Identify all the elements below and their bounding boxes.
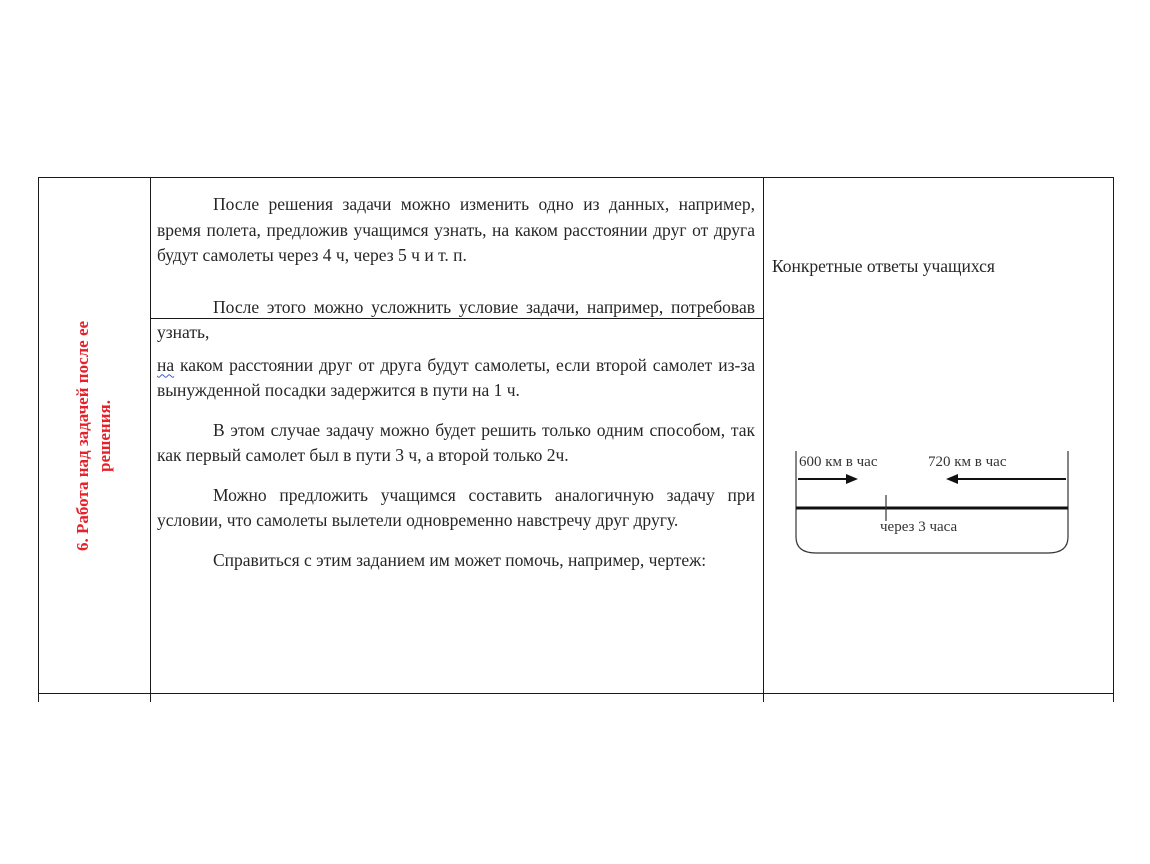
stage-label: 6. Работа над задачей после ее решения. (73, 320, 114, 551)
right-arrow-head (846, 474, 858, 484)
left-arrow-head (946, 474, 958, 484)
paragraph-change-data: После решения задачи можно изменить одно из данных, например, время полета, предложив учащимся узнать, на каком расстоянии друг от друга будут самолеты через 4 ч, через 5 ч и т. п. (157, 194, 755, 265)
paragraph-drawing-hint: Справиться с этим заданием им может помочь, например, чертеж: (213, 549, 707, 570)
paragraph-analog-task: Можно предложить учащимся составить аналогичную задачу при условии, что самолеты вылетели одновременно навстречу друг другу. (157, 484, 755, 530)
stage-cell (38, 178, 150, 693)
table-top-border (38, 177, 1114, 178)
bottom-curve (796, 537, 1068, 553)
column-divider-2 (763, 177, 764, 702)
right-speed-label: 720 км в час (928, 454, 1007, 470)
right-border (1113, 177, 1114, 702)
spellcheck-underlined-word: на (157, 354, 175, 375)
left-speed-label: 600 км в час (799, 454, 878, 470)
motion-diagram (790, 445, 1080, 565)
students-answer: Конкретные ответы учащихся (772, 256, 995, 276)
paragraph-complicate: После этого можно усложнить условие задачи, например, потребовав узнать, (157, 296, 755, 342)
paragraph-delay-question (157, 353, 755, 404)
row-bottom-border (38, 693, 1114, 694)
column-divider-1 (150, 177, 151, 702)
paragraph-delay-question-rest: каком расстоянии друг от друга будут самолеты, если второй самолет из-за вынужденной посадки задержится в пути на 1 ч. (157, 354, 755, 400)
paragraph-one-method: В этом случае задачу можно будет решить только одним способом, так как первый самолет был в пути 3 ч, а второй только 2ч. (157, 419, 755, 465)
teacher-activity-text (157, 192, 755, 573)
time-label: через 3 часа (880, 519, 958, 535)
